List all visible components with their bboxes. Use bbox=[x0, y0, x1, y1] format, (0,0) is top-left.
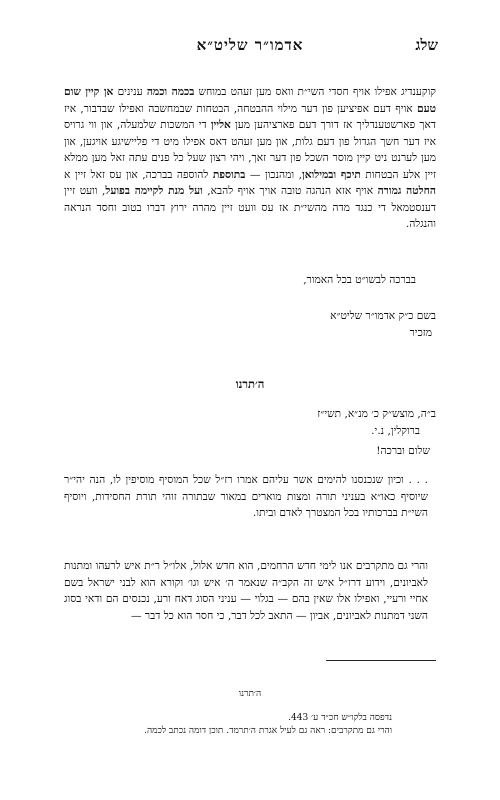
bold-run: ועל מנת לקיימה בפועל bbox=[105, 185, 203, 197]
bold-run: בכמה וכמה bbox=[146, 86, 195, 98]
text-run: קוקענדיג אפילו אויף חסדי השי״ת וואס מען זעהט במוחש bbox=[194, 86, 436, 98]
text-run: להוספה בברכה, און עס זאל זיין א bbox=[64, 168, 213, 181]
letter-place: ברוקלין, נ.י. bbox=[371, 425, 420, 437]
footnote-rule bbox=[326, 660, 436, 661]
page-header bbox=[62, 36, 438, 60]
running-title bbox=[62, 36, 438, 55]
bold-run: אליין bbox=[210, 119, 231, 131]
text-run: ענינים bbox=[113, 86, 147, 98]
closing-line: בברכה לבשו״ט בכל האמור, bbox=[303, 274, 416, 286]
signature-line: בשם כ״ק אדמו״ר שליט״א bbox=[330, 310, 436, 322]
text-run: די המשכות שלמעלה, און ווי גרויס איז דער חשך הגדול פון דעם גלות, און מען זעהט דאס אפילו מיט די פליישיגע אויגען, און מען לערנט ניט קיין מוסר השכל פון דער זאך, ויהי רצון שעל כל פנים עתה זאל מען ממלא זיין אלע הבטחות bbox=[64, 119, 436, 181]
text-run: , וועט זיין דענסטמאל די כנגד מדה מהשי״ת אז עס וועט זיין מהרה ירוץ דברו בטוב וחסד הנראה והנגלה. bbox=[64, 185, 436, 230]
top-paragraph bbox=[64, 84, 436, 233]
letter-date: ב״ה, מוצש״ק כ׳ מנ״א, תשי״ז bbox=[317, 408, 436, 420]
bold-run: תיכף ובמילואן bbox=[302, 168, 361, 181]
footnote-label: ה׳תרנו bbox=[238, 689, 262, 699]
footnote-1: נדפסה בלקו״ש חכ״ד ע׳ 443. bbox=[288, 713, 392, 723]
running-title-text: אדמו״ר שליט״א bbox=[196, 36, 304, 54]
bold-run: החלטה גמורה bbox=[377, 185, 436, 197]
footnote-2: והרי גם מתקרבים: ראה גם לעיל אגרת ה׳תרמד. תוכן דומה נכתב לכמה. bbox=[144, 726, 392, 736]
paragraph-2: והרי גם מתקרבים אנו לימי חדש הרחמים, הוא חדש אלול, אלו״ל ר״ת איש לרעהו ומתנות לאביונים, וידוע דרז״ל איש זה הקב״ה שנאמר ה׳ איש וגו׳ וקורא הוא לבני ישראל בשם אחיי ורעיי, ואפילו אלו שאין בהם — בגלוי — עניני הסוג דאח ורע, נכנסים הם ודאי בסוג השני דמתנות לאביונים, אביון — התאב לכל דבר, כי חסר הוא כל דבר — bbox=[64, 560, 428, 622]
bold-run: אן קיין שום טעם bbox=[64, 86, 436, 115]
greeting: שלום וברכה! bbox=[376, 445, 430, 457]
letter-title: ה׳תרנו bbox=[235, 377, 265, 391]
text-run: אויף אזא הנהגה טובה אויך אויף להבא, bbox=[202, 185, 378, 197]
text-run: , ומהנכון — bbox=[245, 168, 303, 181]
dateline bbox=[317, 406, 436, 440]
text-run: אויף דעם אפיציען פון דער מילוי ההבטחה, הבטחות שבמחשבה ואפילו שבדבור, איז דאך פארשטענדליך אז דורך דעם פארציהען מען bbox=[64, 102, 437, 131]
signature-role: מזכיר bbox=[409, 327, 432, 339]
page-number: שלג bbox=[415, 36, 438, 54]
bold-run: בתוספת bbox=[212, 168, 246, 181]
signature-block bbox=[330, 308, 436, 342]
footnotes bbox=[144, 712, 392, 738]
paragraph-1: . . . וכיון שנכנסנו להימים אשר עליהם אמרו רז״ל שכל המוסיף מוסיפין לו, הנה יהי״ר שיוסיף כאו״א בעניני תורה ומצות מוארים במאור שבתורה זוהי תורת החסידות, ויוסיף השי״ת בברכותיו בכל המצטרך לאדם וביתו. bbox=[64, 474, 428, 519]
